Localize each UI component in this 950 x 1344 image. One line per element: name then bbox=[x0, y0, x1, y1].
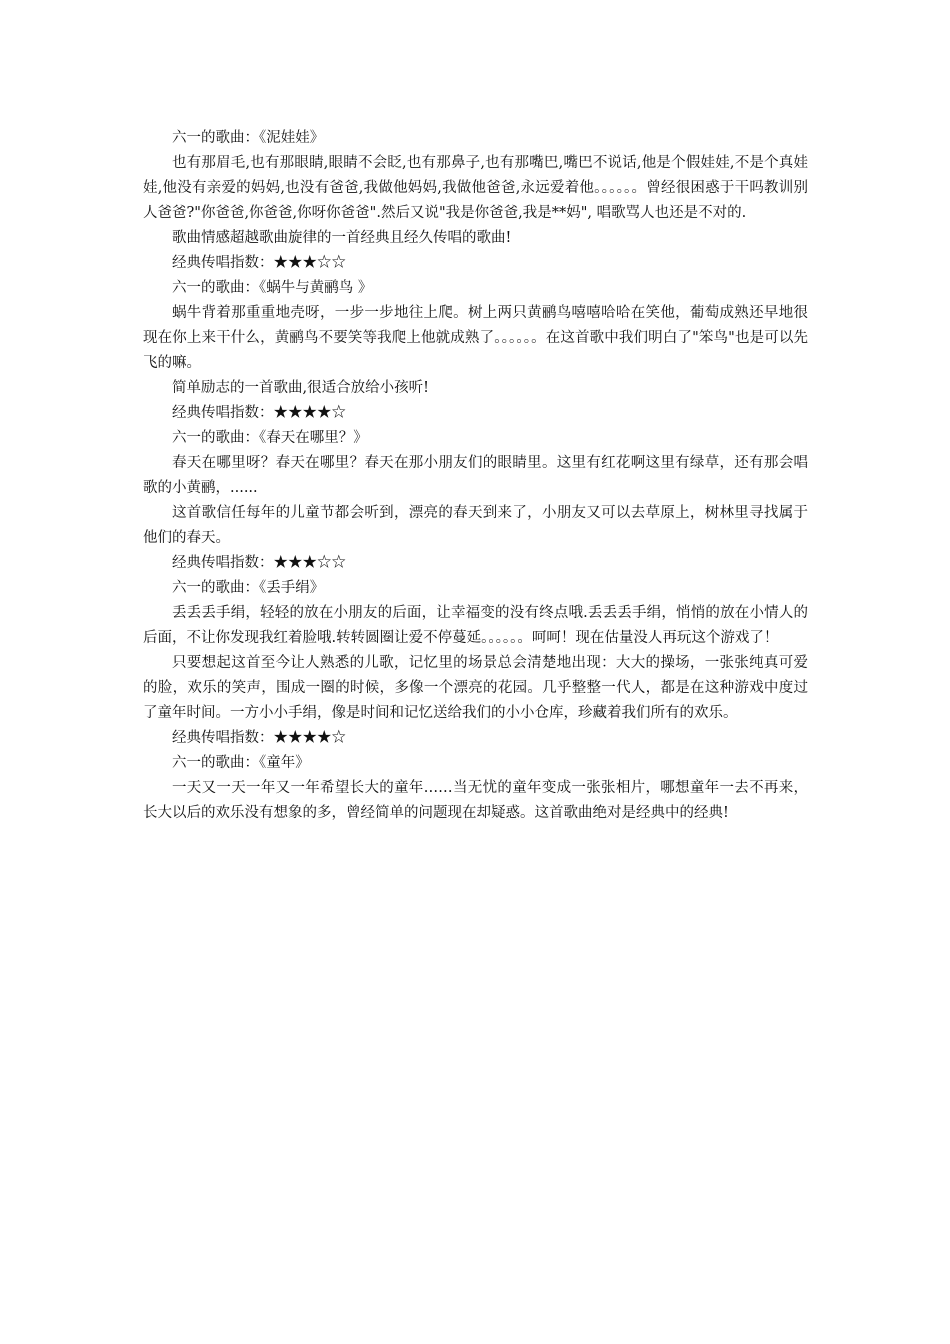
rating-label: 经典传唱指数： bbox=[172, 555, 274, 571]
song-lyrics: 丢丢丢手绢，轻轻的放在小朋友的后面，让幸福变的没有终点哦.丢丢丢手绢，悄悄的放在小情人的后面，不让你发现我红着脸哦.转转圆圈让爱不停蔓延。。。。。。呵呵！现在估量没人再玩这个游戏了！ bbox=[143, 605, 808, 646]
song-heading: 六一的歌曲：《泥娃娃》 bbox=[172, 130, 325, 146]
song-comment: 歌曲情感超越歌曲旋律的一首经典且经久传唱的歌曲! bbox=[172, 230, 512, 246]
rating-stars: ★★★★☆ bbox=[273, 730, 346, 746]
song-heading: 六一的歌曲：《蜗牛与黄鹂鸟 》 bbox=[172, 280, 373, 296]
song-lyrics: 蜗牛背着那重重地壳呀，一步一步地往上爬。树上两只黄鹂鸟嘻嘻哈哈在笑他，葡萄成熟还早地很现在你上来干什么，黄鹂鸟不要笑等我爬上他就成熟了。。。。。。在这首歌中我们明白了"笨鸟"也是可以先飞的嘛。 bbox=[143, 305, 808, 371]
rating-line bbox=[143, 401, 808, 426]
rating-stars: ★★★★☆ bbox=[273, 405, 346, 421]
rating-line bbox=[143, 726, 808, 751]
song-heading: 六一的歌曲：《丢手绢》 bbox=[172, 580, 325, 596]
song-lyrics: 也有那眉毛,也有那眼睛,眼睛不会眨,也有那鼻子,也有那嘴巴,嘴巴不说话,他是个假娃娃,不是个真娃娃,他没有亲爱的妈妈,也没有爸爸,我做他妈妈,我做他爸爸,永远爱着他。。。。。。曾经很困惑于干吗教训别人爸爸?"你爸爸,你爸爸,你呀你爸爸".然后又说"我是你爸爸,我是**妈", 唱歌骂人也还是不对的. bbox=[143, 155, 808, 221]
rating-label: 经典传唱指数： bbox=[172, 255, 274, 271]
song-heading: 六一的歌曲：《童年》 bbox=[172, 755, 310, 771]
song-lyrics: 春天在哪里呀？春天在哪里？春天在那小朋友们的眼睛里。这里有红花啊这里有绿草，还有那会唱歌的小黄鹂，...... bbox=[143, 455, 808, 496]
song-comment: 这首歌信任每年的儿童节都会听到，漂亮的春天到来了，小朋友又可以去草原上，树林里寻找属于他们的春天。 bbox=[143, 505, 808, 546]
rating-line bbox=[143, 551, 808, 576]
rating-stars: ★★★☆☆ bbox=[273, 255, 346, 271]
song-comment: 简单励志的一首歌曲,很适合放给小孩听! bbox=[172, 380, 429, 396]
rating-label: 经典传唱指数： bbox=[172, 405, 274, 421]
rating-stars: ★★★☆☆ bbox=[273, 555, 346, 571]
document-body bbox=[143, 126, 808, 826]
song-comment: 只要想起这首至今让人熟悉的儿歌，记忆里的场景总会清楚地出现：大大的操场，一张张纯真可爱的脸，欢乐的笑声，围成一圈的时候，多像一个漂亮的花园。几乎整整一代人，都是在这种游戏中度过了童年时间。一方小小手绢，像是时间和记忆送给我们的小小仓库，珍藏着我们所有的欢乐。 bbox=[143, 655, 808, 721]
song-heading: 六一的歌曲：《春天在哪里？》 bbox=[172, 430, 368, 446]
rating-line bbox=[143, 251, 808, 276]
rating-label: 经典传唱指数： bbox=[172, 730, 274, 746]
song-lyrics: 一天又一天一年又一年希望长大的童年……当无忧的童年变成一张张相片，哪想童年一去不再来，长大以后的欢乐没有想象的多，曾经简单的问题现在却疑惑。这首歌曲绝对是经典中的经典! bbox=[143, 780, 808, 821]
